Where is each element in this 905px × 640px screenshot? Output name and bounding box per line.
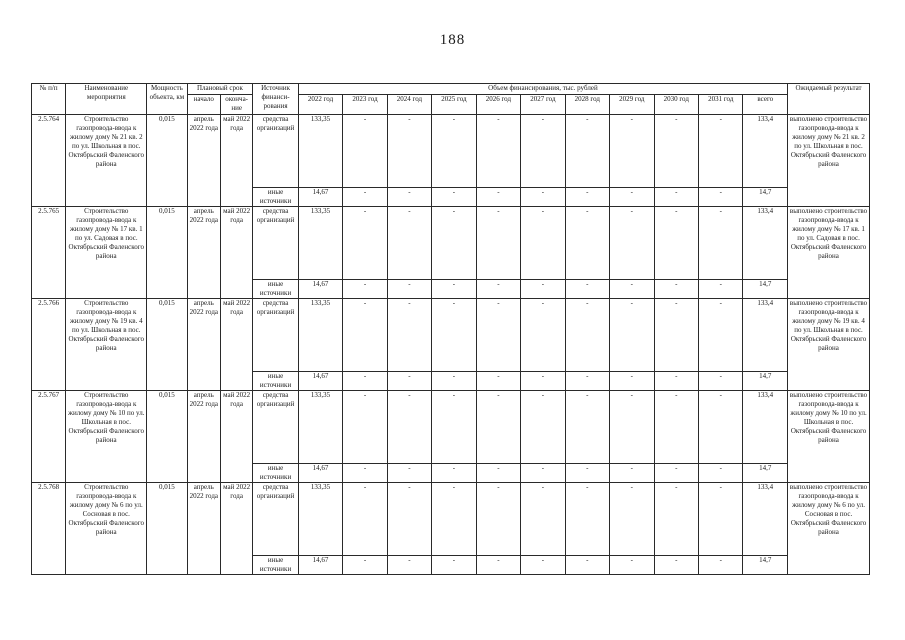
header-year-6: 2028 год <box>565 95 609 115</box>
year-value: 133,35 <box>298 115 342 188</box>
year-value: - <box>432 372 476 391</box>
year-value: - <box>654 207 698 280</box>
year-value: - <box>610 556 654 575</box>
capacity-value: 0,015 <box>147 391 187 483</box>
year-value: - <box>699 299 743 372</box>
year-value: - <box>343 115 387 188</box>
header-num: № п/п <box>32 84 66 115</box>
funding-source: средства организаций <box>253 115 298 188</box>
funding-source: средства организаций <box>253 299 298 372</box>
funding-source: средства организаций <box>253 391 298 464</box>
year-value: - <box>476 188 520 207</box>
year-value: - <box>521 391 565 464</box>
funding-source: иные источники <box>253 280 298 299</box>
year-value: - <box>610 115 654 188</box>
funding-source: иные источники <box>253 556 298 575</box>
year-value: - <box>432 207 476 280</box>
year-value: - <box>654 372 698 391</box>
year-value: - <box>654 464 698 483</box>
year-value: - <box>387 483 431 556</box>
year-value: 14,67 <box>298 464 342 483</box>
table-row <box>32 483 870 556</box>
total-value: 14,7 <box>743 188 788 207</box>
year-value: - <box>699 556 743 575</box>
header-year-1: 2023 год <box>343 95 387 115</box>
year-value: - <box>387 464 431 483</box>
year-value: 133,35 <box>298 391 342 464</box>
measure-name: Строительство газопровода-ввода к жилому дому № 6 по ул. Сосновая в пос. Октябрьский Фаленского района <box>66 483 147 575</box>
year-value: - <box>343 464 387 483</box>
year-value: - <box>521 556 565 575</box>
end-term: май 2022 года <box>220 115 252 207</box>
expected-result: выполнено строительство газопровода-ввода к жилому дому № 10 по ул. Школьная в пос. Октябрьский Фаленского района <box>788 391 870 483</box>
year-value: - <box>654 115 698 188</box>
capacity-value: 0,015 <box>147 115 187 207</box>
year-value: - <box>521 280 565 299</box>
year-value: - <box>610 464 654 483</box>
year-value: - <box>343 483 387 556</box>
year-value: - <box>476 299 520 372</box>
table-row <box>32 391 870 464</box>
year-value: - <box>343 391 387 464</box>
year-value: - <box>565 464 609 483</box>
funding-source: средства организаций <box>253 207 298 280</box>
year-value: - <box>521 188 565 207</box>
total-value: 14,7 <box>743 556 788 575</box>
total-value: 14,7 <box>743 464 788 483</box>
year-value: - <box>387 299 431 372</box>
year-value: - <box>343 207 387 280</box>
year-value: - <box>654 483 698 556</box>
year-value: - <box>521 483 565 556</box>
year-value: - <box>521 372 565 391</box>
year-value: - <box>476 115 520 188</box>
year-value: - <box>699 207 743 280</box>
year-value: - <box>343 556 387 575</box>
year-value: - <box>432 391 476 464</box>
year-value: - <box>565 391 609 464</box>
year-value: - <box>387 556 431 575</box>
year-value: - <box>387 391 431 464</box>
table-row <box>32 207 870 280</box>
year-value: - <box>565 556 609 575</box>
header-term: Плановый срок <box>187 84 253 95</box>
start-term: апрель 2022 года <box>187 207 220 299</box>
row-number: 2.5.768 <box>32 483 66 575</box>
year-value: - <box>343 372 387 391</box>
year-value: - <box>521 115 565 188</box>
funding-source: иные источники <box>253 188 298 207</box>
year-value: - <box>699 115 743 188</box>
year-value: - <box>343 188 387 207</box>
year-value: - <box>654 280 698 299</box>
year-value: - <box>654 556 698 575</box>
header-year-10: всего <box>743 95 788 115</box>
year-value: - <box>476 372 520 391</box>
header-capacity: Мощность объекта, км <box>147 84 187 115</box>
measure-name: Строительство газопровода-ввода к жилому дому № 17 кв. 1 по ул. Садовая в пос. Октябрьский Фаленского района <box>66 207 147 299</box>
year-value: - <box>565 299 609 372</box>
year-value: - <box>699 483 743 556</box>
header-source: Источник финанси-рования <box>253 84 298 115</box>
header-year-4: 2026 год <box>476 95 520 115</box>
year-value: - <box>699 280 743 299</box>
year-value: - <box>387 207 431 280</box>
total-value: 133,4 <box>743 391 788 464</box>
header-year-0: 2022 год <box>298 95 342 115</box>
year-value: - <box>610 483 654 556</box>
total-value: 133,4 <box>743 483 788 556</box>
end-term: май 2022 года <box>220 207 252 299</box>
year-value: 14,67 <box>298 188 342 207</box>
year-value: - <box>610 391 654 464</box>
year-value: - <box>521 299 565 372</box>
header-year-3: 2025 год <box>432 95 476 115</box>
row-number: 2.5.767 <box>32 391 66 483</box>
year-value: - <box>565 483 609 556</box>
year-value: - <box>432 280 476 299</box>
year-value: - <box>654 188 698 207</box>
row-number: 2.5.766 <box>32 299 66 391</box>
year-value: - <box>699 391 743 464</box>
year-value: - <box>387 188 431 207</box>
year-value: - <box>699 188 743 207</box>
capacity-value: 0,015 <box>147 207 187 299</box>
year-value: - <box>610 207 654 280</box>
year-value: - <box>654 391 698 464</box>
row-number: 2.5.765 <box>32 207 66 299</box>
expected-result: выполнено строительство газопровода-ввода к жилому дому № 19 кв. 4 по ул. Школьная в пос. Октябрьский Фаленского района <box>788 299 870 391</box>
year-value: 133,35 <box>298 207 342 280</box>
start-term: апрель 2022 года <box>187 299 220 391</box>
header-year-7: 2029 год <box>610 95 654 115</box>
funding-source: иные источники <box>253 464 298 483</box>
year-value: - <box>476 483 520 556</box>
year-value: - <box>432 115 476 188</box>
year-value: - <box>699 372 743 391</box>
year-value: - <box>565 115 609 188</box>
year-value: 14,67 <box>298 372 342 391</box>
year-value: - <box>610 188 654 207</box>
capacity-value: 0,015 <box>147 483 187 575</box>
capacity-value: 0,015 <box>147 299 187 391</box>
start-term: апрель 2022 года <box>187 483 220 575</box>
funding-source: иные источники <box>253 372 298 391</box>
year-value: - <box>432 464 476 483</box>
year-value: - <box>699 464 743 483</box>
year-value: - <box>521 464 565 483</box>
measure-name: Строительство газопровода-ввода к жилому дому № 21 кв. 2 по ул. Школьная в пос. Октябрьский Фаленского района <box>66 115 147 207</box>
end-term: май 2022 года <box>220 483 252 575</box>
year-value: - <box>610 372 654 391</box>
table-row <box>32 115 870 188</box>
year-value: - <box>476 464 520 483</box>
year-value: - <box>521 207 565 280</box>
year-value: - <box>387 115 431 188</box>
year-value: 133,35 <box>298 483 342 556</box>
end-term: май 2022 года <box>220 391 252 483</box>
row-number: 2.5.764 <box>32 115 66 207</box>
funding-table <box>31 83 870 575</box>
year-value: - <box>565 188 609 207</box>
year-value: - <box>432 556 476 575</box>
year-value: - <box>387 372 431 391</box>
start-term: апрель 2022 года <box>187 391 220 483</box>
year-value: 14,67 <box>298 556 342 575</box>
measure-name: Строительство газопровода-ввода к жилому дому № 10 по ул. Школьная в пос. Октябрьский Фаленского района <box>66 391 147 483</box>
year-value: - <box>654 299 698 372</box>
year-value: - <box>476 391 520 464</box>
funding-source: средства организаций <box>253 483 298 556</box>
year-value: 133,35 <box>298 299 342 372</box>
year-value: - <box>432 483 476 556</box>
start-term: апрель 2022 года <box>187 115 220 207</box>
end-term: май 2022 года <box>220 299 252 391</box>
year-value: - <box>565 280 609 299</box>
header-term-start: начало <box>187 95 220 115</box>
year-value: - <box>432 299 476 372</box>
header-year-5: 2027 год <box>521 95 565 115</box>
year-value: - <box>432 188 476 207</box>
total-value: 14,7 <box>743 372 788 391</box>
header-name: Наименование мероприятия <box>66 84 147 115</box>
expected-result: выполнено строительство газопровода-ввода к жилому дому № 6 по ул. Сосновая в пос. Октябрьский Фаленского района <box>788 483 870 575</box>
header-year-2: 2024 год <box>387 95 431 115</box>
table-row <box>32 299 870 372</box>
header-year-8: 2030 год <box>654 95 698 115</box>
header-result: Ожидаемый результат <box>788 84 870 115</box>
total-value: 14,7 <box>743 280 788 299</box>
page-number: 188 <box>439 32 466 48</box>
header-term-end: оконча-ние <box>220 95 252 115</box>
expected-result: выполнено строительство газопровода-ввода к жилому дому № 21 кв. 2 по ул. Школьная в пос. Октябрьский Фаленского района <box>788 115 870 207</box>
year-value: - <box>610 299 654 372</box>
year-value: - <box>476 556 520 575</box>
year-value: - <box>387 280 431 299</box>
total-value: 133,4 <box>743 207 788 280</box>
year-value: - <box>565 207 609 280</box>
year-value: - <box>476 280 520 299</box>
year-value: - <box>565 372 609 391</box>
expected-result: выполнено строительство газопровода-ввода к жилому дому № 17 кв. 1 по ул. Садовая в пос. Октябрьский Фаленского района <box>788 207 870 299</box>
year-value: - <box>343 299 387 372</box>
measure-name: Строительство газопровода-ввода к жилому дому № 19 кв. 4 по ул. Школьная в пос. Октябрьский Фаленского района <box>66 299 147 391</box>
total-value: 133,4 <box>743 299 788 372</box>
total-value: 133,4 <box>743 115 788 188</box>
year-value: 14,67 <box>298 280 342 299</box>
header-year-9: 2031 год <box>699 95 743 115</box>
header-funding: Объем финансирования, тыс. рублей <box>298 84 787 95</box>
year-value: - <box>343 280 387 299</box>
year-value: - <box>610 280 654 299</box>
year-value: - <box>476 207 520 280</box>
